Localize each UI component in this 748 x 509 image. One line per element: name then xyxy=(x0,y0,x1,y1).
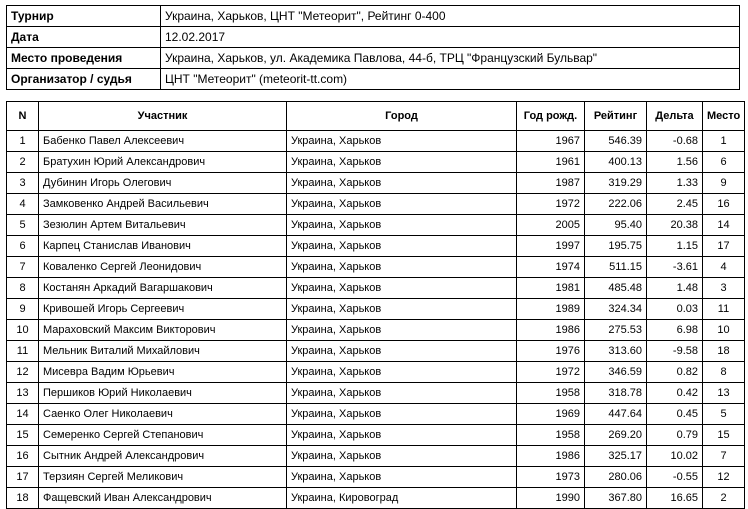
delta-cell: -3.61 xyxy=(647,257,703,278)
delta-cell: 1.33 xyxy=(647,173,703,194)
place-cell: 8 xyxy=(703,362,745,383)
birth-year-cell: 1997 xyxy=(517,236,585,257)
rating-cell: 195.75 xyxy=(585,236,647,257)
place-cell: 6 xyxy=(703,152,745,173)
info-value: ЦНТ "Метеорит" (meteorit-tt.com) xyxy=(161,69,740,90)
city-cell: Украина, Харьков xyxy=(287,320,517,341)
delta-cell: 1.48 xyxy=(647,278,703,299)
results-body xyxy=(7,131,745,509)
city-cell: Украина, Харьков xyxy=(287,194,517,215)
rating-cell: 319.29 xyxy=(585,173,647,194)
row-number-cell: 16 xyxy=(7,446,39,467)
birth-year-cell: 1969 xyxy=(517,404,585,425)
rating-cell: 280.06 xyxy=(585,467,647,488)
delta-cell: 0.79 xyxy=(647,425,703,446)
participant-name-cell: Костанян Аркадий Вагаршакович xyxy=(39,278,287,299)
row-number-cell: 14 xyxy=(7,404,39,425)
table-row xyxy=(7,152,745,173)
delta-cell: 10.02 xyxy=(647,446,703,467)
rating-cell: 546.39 xyxy=(585,131,647,152)
city-cell: Украина, Харьков xyxy=(287,257,517,278)
header-row xyxy=(7,102,745,131)
delta-cell: 2.45 xyxy=(647,194,703,215)
row-number-cell: 6 xyxy=(7,236,39,257)
rating-cell: 313.60 xyxy=(585,341,647,362)
birth-year-cell: 1981 xyxy=(517,278,585,299)
col-city-header: Город xyxy=(287,102,517,131)
row-number-cell: 11 xyxy=(7,341,39,362)
info-label: Организатор / судья xyxy=(7,69,161,90)
rating-cell: 511.15 xyxy=(585,257,647,278)
row-number-cell: 17 xyxy=(7,467,39,488)
place-cell: 10 xyxy=(703,320,745,341)
place-cell: 4 xyxy=(703,257,745,278)
rating-cell: 447.64 xyxy=(585,404,647,425)
place-cell: 18 xyxy=(703,341,745,362)
city-cell: Украина, Харьков xyxy=(287,173,517,194)
birth-year-cell: 1967 xyxy=(517,131,585,152)
delta-cell: 0.42 xyxy=(647,383,703,404)
place-cell: 14 xyxy=(703,215,745,236)
city-cell: Украина, Харьков xyxy=(287,236,517,257)
delta-cell: 6.98 xyxy=(647,320,703,341)
birth-year-cell: 1990 xyxy=(517,488,585,509)
birth-year-cell: 1976 xyxy=(517,341,585,362)
participant-name-cell: Карпец Станислав Иванович xyxy=(39,236,287,257)
place-cell: 5 xyxy=(703,404,745,425)
participant-name-cell: Сытник Андрей Александрович xyxy=(39,446,287,467)
rating-cell: 400.13 xyxy=(585,152,647,173)
delta-cell: 0.03 xyxy=(647,299,703,320)
tournament-info-table xyxy=(6,5,740,90)
row-number-cell: 1 xyxy=(7,131,39,152)
info-row xyxy=(7,27,740,48)
info-label: Место проведения xyxy=(7,48,161,69)
table-row xyxy=(7,488,745,509)
table-row xyxy=(7,236,745,257)
participant-name-cell: Братухин Юрий Александрович xyxy=(39,152,287,173)
rating-cell: 318.78 xyxy=(585,383,647,404)
birth-year-cell: 1972 xyxy=(517,362,585,383)
row-number-cell: 10 xyxy=(7,320,39,341)
delta-cell: 0.45 xyxy=(647,404,703,425)
birth-year-cell: 1961 xyxy=(517,152,585,173)
table-row xyxy=(7,446,745,467)
city-cell: Украина, Харьков xyxy=(287,383,517,404)
city-cell: Украина, Харьков xyxy=(287,425,517,446)
info-row xyxy=(7,69,740,90)
delta-cell: 20.38 xyxy=(647,215,703,236)
table-row xyxy=(7,215,745,236)
delta-cell: 1.56 xyxy=(647,152,703,173)
place-cell: 9 xyxy=(703,173,745,194)
city-cell: Украина, Харьков xyxy=(287,152,517,173)
rating-cell: 269.20 xyxy=(585,425,647,446)
info-label: Турнир xyxy=(7,6,161,27)
delta-cell: -0.68 xyxy=(647,131,703,152)
row-number-cell: 7 xyxy=(7,257,39,278)
table-row xyxy=(7,173,745,194)
delta-cell: -0.55 xyxy=(647,467,703,488)
participant-name-cell: Першиков Юрий Николаевич xyxy=(39,383,287,404)
city-cell: Украина, Харьков xyxy=(287,131,517,152)
place-cell: 16 xyxy=(703,194,745,215)
participant-name-cell: Фащевский Иван Александрович xyxy=(39,488,287,509)
city-cell: Украина, Харьков xyxy=(287,215,517,236)
table-row xyxy=(7,404,745,425)
col-place-header: Место xyxy=(703,102,745,131)
table-row xyxy=(7,467,745,488)
row-number-cell: 4 xyxy=(7,194,39,215)
rating-cell: 222.06 xyxy=(585,194,647,215)
place-cell: 2 xyxy=(703,488,745,509)
birth-year-cell: 1973 xyxy=(517,467,585,488)
info-row xyxy=(7,48,740,69)
info-value: Украина, Харьков, ЦНТ "Метеорит", Рейтинг 0-400 xyxy=(161,6,740,27)
rating-cell: 485.48 xyxy=(585,278,647,299)
birth-year-cell: 1958 xyxy=(517,383,585,404)
birth-year-cell: 1974 xyxy=(517,257,585,278)
delta-cell: 1.15 xyxy=(647,236,703,257)
info-row xyxy=(7,6,740,27)
participant-name-cell: Кривошей Игорь Сергеевич xyxy=(39,299,287,320)
rating-cell: 324.34 xyxy=(585,299,647,320)
birth-year-cell: 1958 xyxy=(517,425,585,446)
row-number-cell: 9 xyxy=(7,299,39,320)
birth-year-cell: 1986 xyxy=(517,320,585,341)
participant-name-cell: Коваленко Сергей Леонидович xyxy=(39,257,287,278)
info-label: Дата xyxy=(7,27,161,48)
table-row xyxy=(7,320,745,341)
row-number-cell: 3 xyxy=(7,173,39,194)
birth-year-cell: 1972 xyxy=(517,194,585,215)
col-rating-header: Рейтинг xyxy=(585,102,647,131)
delta-cell: -9.58 xyxy=(647,341,703,362)
col-birth-year-header: Год рожд. xyxy=(517,102,585,131)
place-cell: 13 xyxy=(703,383,745,404)
place-cell: 17 xyxy=(703,236,745,257)
birth-year-cell: 1989 xyxy=(517,299,585,320)
city-cell: Украина, Харьков xyxy=(287,299,517,320)
table-row xyxy=(7,425,745,446)
participant-name-cell: Семеренко Сергей Степанович xyxy=(39,425,287,446)
birth-year-cell: 1987 xyxy=(517,173,585,194)
table-row xyxy=(7,299,745,320)
place-cell: 1 xyxy=(703,131,745,152)
col-n-header: N xyxy=(7,102,39,131)
city-cell: Украина, Харьков xyxy=(287,362,517,383)
delta-cell: 0.82 xyxy=(647,362,703,383)
participant-name-cell: Мараховский Максим Викторович xyxy=(39,320,287,341)
table-row xyxy=(7,194,745,215)
participant-name-cell: Саенко Олег Николаевич xyxy=(39,404,287,425)
participant-name-cell: Мисевра Вадим Юрьевич xyxy=(39,362,287,383)
table-row xyxy=(7,278,745,299)
city-cell: Украина, Харьков xyxy=(287,446,517,467)
rating-cell: 346.59 xyxy=(585,362,647,383)
row-number-cell: 2 xyxy=(7,152,39,173)
participant-name-cell: Мельник Виталий Михайлович xyxy=(39,341,287,362)
participant-name-cell: Терзиян Сергей Меликович xyxy=(39,467,287,488)
participant-name-cell: Зезюлин Артем Витальевич xyxy=(39,215,287,236)
info-value: Украина, Харьков, ул. Академика Павлова, 44-б, ТРЦ "Французский Бульвар" xyxy=(161,48,740,69)
table-row xyxy=(7,362,745,383)
row-number-cell: 8 xyxy=(7,278,39,299)
city-cell: Украина, Харьков xyxy=(287,467,517,488)
row-number-cell: 13 xyxy=(7,383,39,404)
place-cell: 12 xyxy=(703,467,745,488)
table-row xyxy=(7,131,745,152)
row-number-cell: 18 xyxy=(7,488,39,509)
rating-cell: 275.53 xyxy=(585,320,647,341)
place-cell: 7 xyxy=(703,446,745,467)
table-row xyxy=(7,383,745,404)
col-participant-header: Участник xyxy=(39,102,287,131)
info-value: 12.02.2017 xyxy=(161,27,740,48)
place-cell: 11 xyxy=(703,299,745,320)
results-table xyxy=(6,101,745,509)
tournament-info-body xyxy=(7,6,740,90)
place-cell: 3 xyxy=(703,278,745,299)
rating-cell: 325.17 xyxy=(585,446,647,467)
birth-year-cell: 1986 xyxy=(517,446,585,467)
participant-name-cell: Дубинин Игорь Олегович xyxy=(39,173,287,194)
table-row xyxy=(7,257,745,278)
participant-name-cell: Замковенко Андрей Васильевич xyxy=(39,194,287,215)
row-number-cell: 15 xyxy=(7,425,39,446)
row-number-cell: 12 xyxy=(7,362,39,383)
rating-cell: 95.40 xyxy=(585,215,647,236)
delta-cell: 16.65 xyxy=(647,488,703,509)
city-cell: Украина, Харьков xyxy=(287,341,517,362)
rating-cell: 367.80 xyxy=(585,488,647,509)
row-number-cell: 5 xyxy=(7,215,39,236)
city-cell: Украина, Харьков xyxy=(287,278,517,299)
col-delta-header: Дельта xyxy=(647,102,703,131)
participant-name-cell: Бабенко Павел Алексеевич xyxy=(39,131,287,152)
birth-year-cell: 2005 xyxy=(517,215,585,236)
city-cell: Украина, Кировоград xyxy=(287,488,517,509)
table-row xyxy=(7,341,745,362)
results-header xyxy=(7,102,745,131)
place-cell: 15 xyxy=(703,425,745,446)
city-cell: Украина, Харьков xyxy=(287,404,517,425)
